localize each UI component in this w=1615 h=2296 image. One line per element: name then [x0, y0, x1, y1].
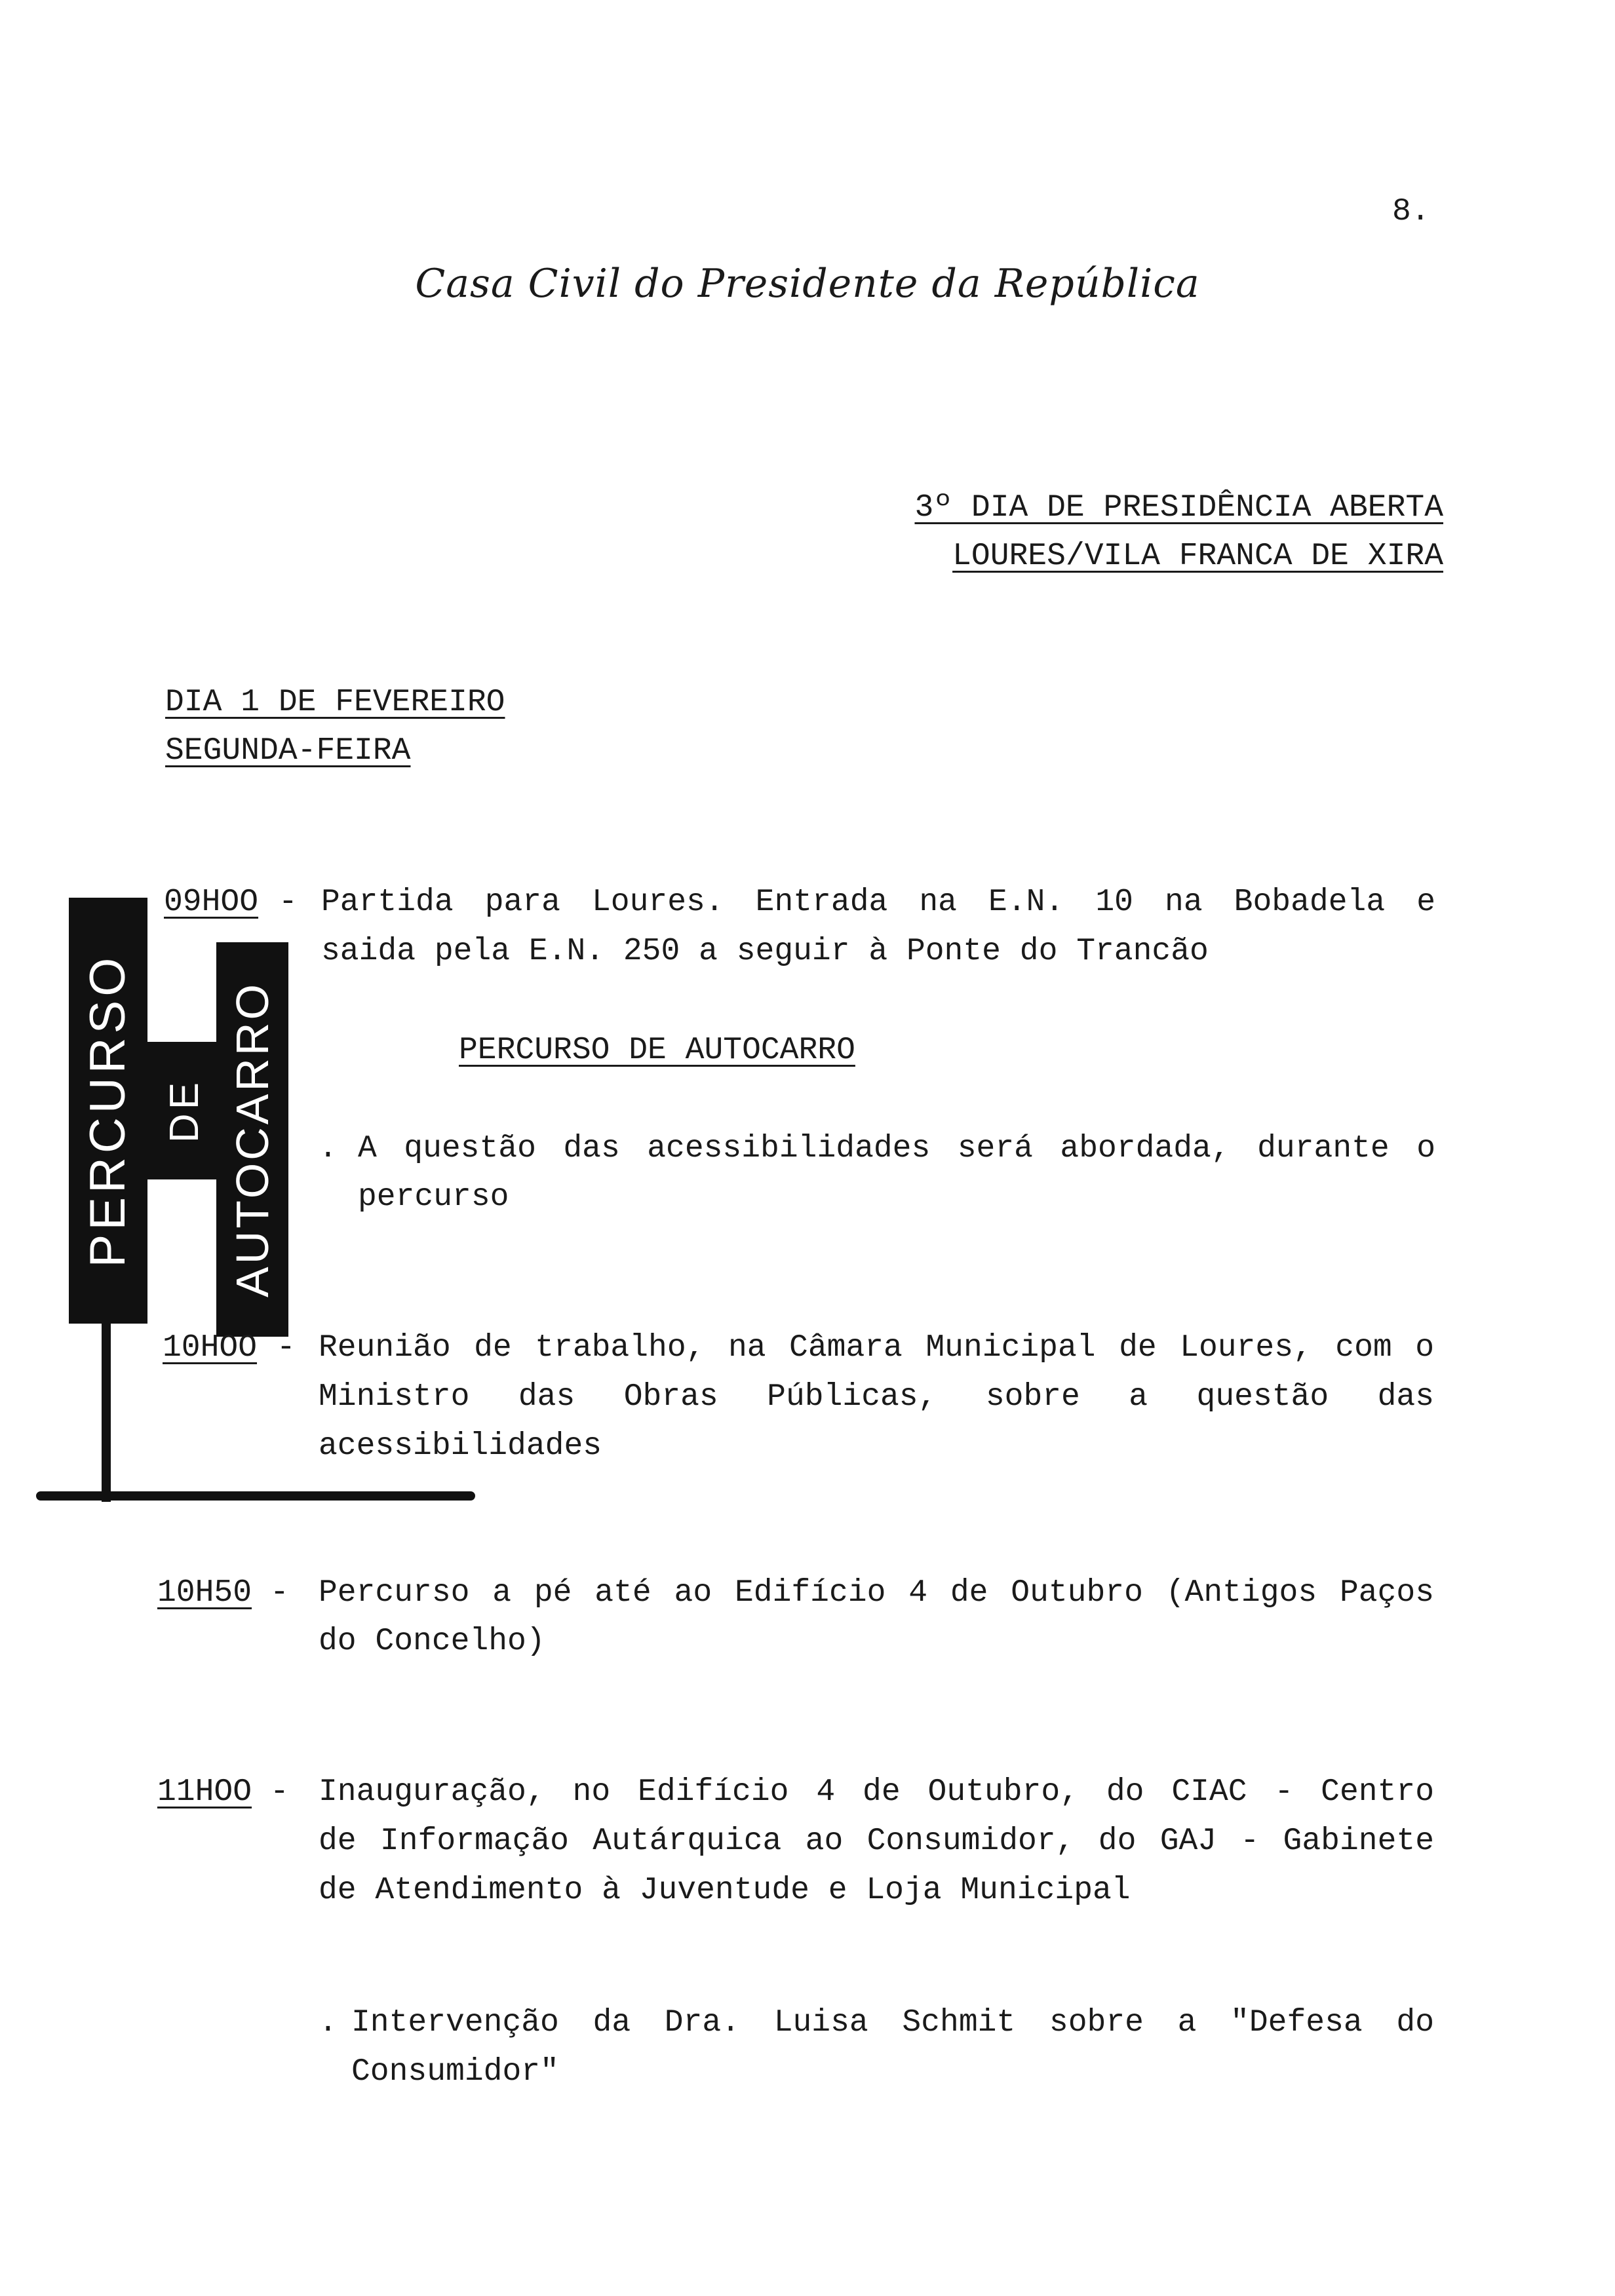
entry-time: 10H50	[157, 1575, 252, 1611]
bullet-text-line: A questão das acessibilidades será abordada, durante o	[358, 1131, 1435, 1166]
bullet-text-line: percurso	[358, 1179, 509, 1215]
entry-text-line: do Concelho)	[319, 1624, 545, 1659]
page-number: 8.	[1392, 194, 1430, 229]
stamp-label-right: AUTOCARRO	[227, 982, 278, 1297]
entry-dash: -	[279, 885, 298, 920]
entry-text-line: Reunião de trabalho, na Câmara Municipal de Loures, com o	[319, 1330, 1434, 1366]
title-line-2: LOURES/VILA FRANCA DE XIRA	[952, 539, 1443, 574]
entry-dash: -	[270, 1774, 289, 1810]
entry-text-line: saida pela E.N. 250 a seguir à Ponte do Trancão	[321, 934, 1209, 969]
title-line-1: 3º DIA DE PRESIDÊNCIA ABERTA	[914, 490, 1443, 526]
bullet-dot: .	[319, 1131, 338, 1166]
bullet-text-line: Intervenção da Dra. Luisa Schmit sobre a "Defesa do	[351, 2005, 1434, 2040]
entry-text-line: Partida para Loures. Entrada na E.N. 10 na Bobadela e	[321, 885, 1435, 920]
stamp-stem	[102, 1324, 111, 1502]
weekday-line: SEGUNDA-FEIRA	[165, 733, 411, 769]
entry-time: 09HOO	[164, 885, 259, 920]
entry-dash: -	[277, 1330, 296, 1366]
date-line: DIA 1 DE FEVEREIRO	[165, 685, 505, 720]
entry-text-line: Inauguração, no Edifício 4 de Outubro, do CIAC - Centro	[319, 1774, 1434, 1810]
entry-text-line: Percurso a pé até ao Edifício 4 de Outubro (Antigos Paços	[319, 1575, 1434, 1611]
section-subheading: PERCURSO DE AUTOCARRO	[459, 1033, 855, 1068]
stamp-label-left: PERCURSO	[80, 953, 136, 1268]
entry-dash: -	[270, 1575, 289, 1611]
bullet-dot: .	[319, 2005, 338, 2040]
entry-text-line: de Informação Autárquica ao Consumidor, do GAJ - Gabinete	[319, 1824, 1434, 1859]
entry-text-line: Ministro das Obras Públicas, sobre a questão das	[319, 1379, 1434, 1415]
entry-text-line: acessibilidades	[319, 1428, 602, 1464]
entry-text-line: de Atendimento à Juventude e Loja Municipal	[319, 1873, 1131, 1908]
entry-time: 11HOO	[157, 1774, 252, 1810]
date-block	[165, 678, 505, 775]
stamp-baseline	[36, 1491, 475, 1501]
letterhead: Casa Civil do Presidente da República	[415, 261, 1200, 307]
bullet-text-line: Consumidor"	[351, 2054, 559, 2090]
title-block	[914, 484, 1443, 581]
stamp-label-middle: DE	[162, 1078, 207, 1143]
entry-time: 10HOO	[163, 1330, 258, 1366]
